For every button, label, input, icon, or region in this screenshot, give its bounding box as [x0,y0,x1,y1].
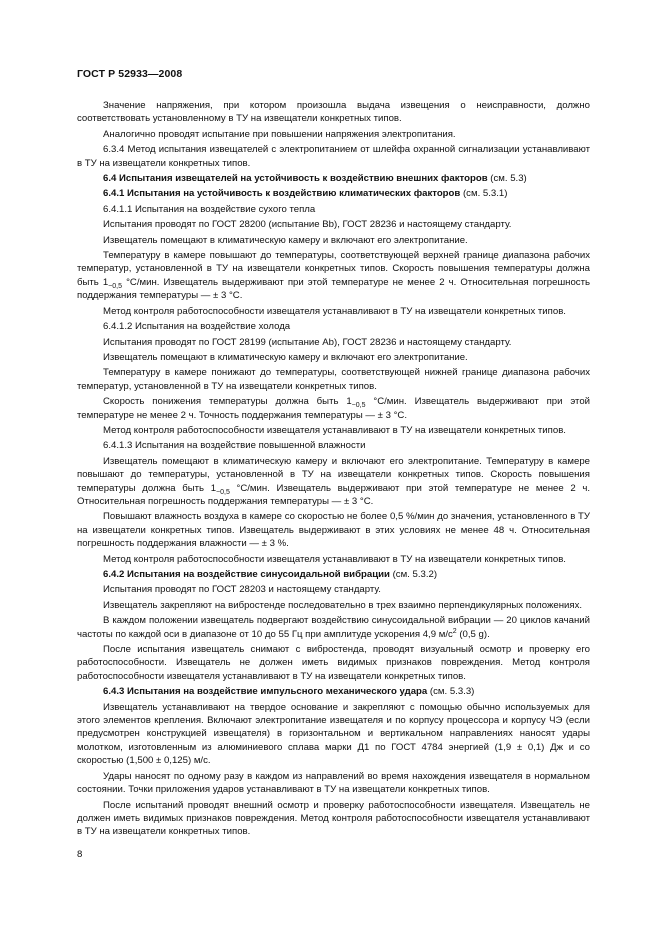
paragraph: После испытаний проводят внешний осмотр и проверку работоспособности извещателя. Извещатель не должен иметь видимых признаков повреждения. Метод контроля работоспособности извещателя устанавливают в ТУ на извещатели конкретных типов. [77,799,590,838]
document-body [77,99,590,841]
subsection-title: 6.4.1.3 Испытания на воздействие повышенной влажности [103,440,366,452]
text: °С/мин. Извещатель выдерживают при этой температуре не менее 2 ч. Относительная погрешность поддержания температуры — ± 3 °С. [77,276,590,302]
page-number: 8 [77,849,83,860]
heading-text: 6.4 Испытания извещателей на устойчивость к воздействию внешних факторов [103,173,488,185]
reference: (см. 5.3.1) [462,188,508,200]
heading-text: 6.4.3 Испытания на воздействие импульсного механического удара [103,686,428,698]
paragraph: Испытания проводят по ГОСТ 28203 и настоящему стандарту. [103,584,381,596]
tolerance: −0,5 [351,402,366,410]
paragraph: После испытания извещатель снимают с вибростенда, проводят визуальный осмотр и проверку его работоспособности. Извещатель не должен иметь видимых признаков повреждения. Метод контроля работоспособности извещателя устанавливают в ТУ на извещатели конкретных типов. [77,644,590,682]
paragraph: Метод контроля работоспособности извещателя устанавливают в ТУ на извещатели конкретных типов. [103,553,566,565]
reference: (см. 5.3.2) [392,569,438,580]
paragraph: Испытания проводят по ГОСТ 28200 (испытание Bb), ГОСТ 28236 и настоящему стандарту. [103,219,512,231]
section-heading [77,172,590,185]
standard-header: ГОСТ Р 52933—2008 [77,68,183,80]
paragraph: 6.3.4 Метод испытания извещателей с электропитанием от шлейфа охранной сигнализации устанавливают в ТУ на извещатели конкретных типов. [77,144,590,169]
section-heading [77,187,590,200]
reference: (см. 5.3.3) [429,686,475,698]
paragraph: Температуру в камере понижают до температуры, соответствующей нижней границе диапазона рабочих температур, установленной в ТУ на извещатели конкретных типов. [77,367,590,392]
paragraph: Аналогично проводят испытание при повышении напряжения электропитания. [103,128,456,140]
paragraph: Испытания проводят по ГОСТ 28199 (испытание Ab), ГОСТ 28236 и настоящему стандарту. [103,336,512,348]
reference: (см. 5.3) [490,173,527,185]
exponent: 2 [452,627,457,635]
text: Скорость понижения температуры должна быть 1 [103,396,352,408]
tolerance: −0,5 [216,488,230,496]
section-heading [77,685,590,698]
paragraph: Значение напряжения, при котором произошла выдача извещения о неисправности, должно соответствовать установленному в ТУ на извещатели конкретных типов. [77,100,590,125]
paragraph [77,395,590,422]
paragraph [77,614,590,641]
text: °С/мин. Извещатель выдерживают при этой температуре не менее 2 ч. Относительная погрешность поддержания температуры — ± 3 °С. [77,482,590,507]
text: (0,5 g). [456,628,490,640]
heading-text: 6.4.1 Испытания на устойчивость к воздействию климатических факторов [103,188,461,200]
paragraph: Метод контроля работоспособности извещателя устанавливают в ТУ на извещатели конкретных типов. [103,424,566,436]
heading-text: 6.4.2 Испытания на воздействие синусоидальной вибрации [103,569,390,580]
subsection-title: 6.4.1.1 Испытания на воздействие сухого тепла [103,203,316,215]
paragraph: Извещатель закрепляют на вибростенде последовательно в трех взаимно перпендикулярных положениях. [103,599,583,611]
paragraph: Извещатель помещают в климатическую камеру и включают его электропитание. [103,351,468,363]
section-heading [77,568,590,581]
paragraph [77,249,590,303]
paragraph: Извещатель помещают в климатическую камеру и включают его электропитание. [103,234,468,246]
text: °С/мин. Извещатель выдерживают при этой температуре не менее 2 ч. Точность поддержания температуры — ± 3 °С. [77,396,591,421]
paragraph: Извещатель устанавливают на твердое основание и закрепляют с помощью обычно используемых для этого элементов крепления. Включают электропитание извещателя и по корпусу процессора и корпусу ЧЭ (если предусмотрен конструкцией извещателя) в горизонтальном и вертикальном направлениях наносят удары молотком, изготовленным из алюминиевого сплава марки Д1 по ГОСТ 4784 энергией (1,9 ± 0,1) Дж и со скоростью (1,500 ± 0,125) м/с. [77,701,590,767]
subsection-title: 6.4.1.2 Испытания на воздействие холода [103,321,291,333]
paragraph: Повышают влажность воздуха в камере со скоростью не более 0,5 %/мин до значения, установленного в ТУ на извещатели конкретных типов. Извещатель выдерживают в этих условиях не менее 48 ч. Относительная погрешность поддержания влажности — ± 3 %. [77,511,590,550]
paragraph: Метод контроля работоспособности извещателя устанавливают в ТУ на извещатели конкретных типов. [103,305,566,317]
text: Извещатель помещают в климатическую камеру и включают его электропитание. Температуру в камере повышают до температуры, установленной в ТУ на извещатели конкретных типов. Скорость повышения температуры должна быть 1 [77,455,590,494]
paragraph: Удары наносят по одному разу в каждом из направлений во время нахождения извещателя в нормальном состоянии. Точки приложения ударов устанавливают в ТУ на извещатели конкретных типов. [77,770,590,796]
text: В каждом положении извещатель подвергают воздействию синусоидальной вибрации — 20 циклов качаний частоты по каждой оси в диапазоне от 10 до 55 Гц при амплитуде ускорения 4,9 м/с [77,615,590,640]
tolerance: −0,5 [108,282,122,290]
paragraph [77,455,590,509]
text: Температуру в камере повышают до температуры, соответствующей верхней границе диапазона рабочих температур, установленной в ТУ на извещатели конкретных типов. Скорость повышения температуры должна быть 1 [77,250,590,288]
